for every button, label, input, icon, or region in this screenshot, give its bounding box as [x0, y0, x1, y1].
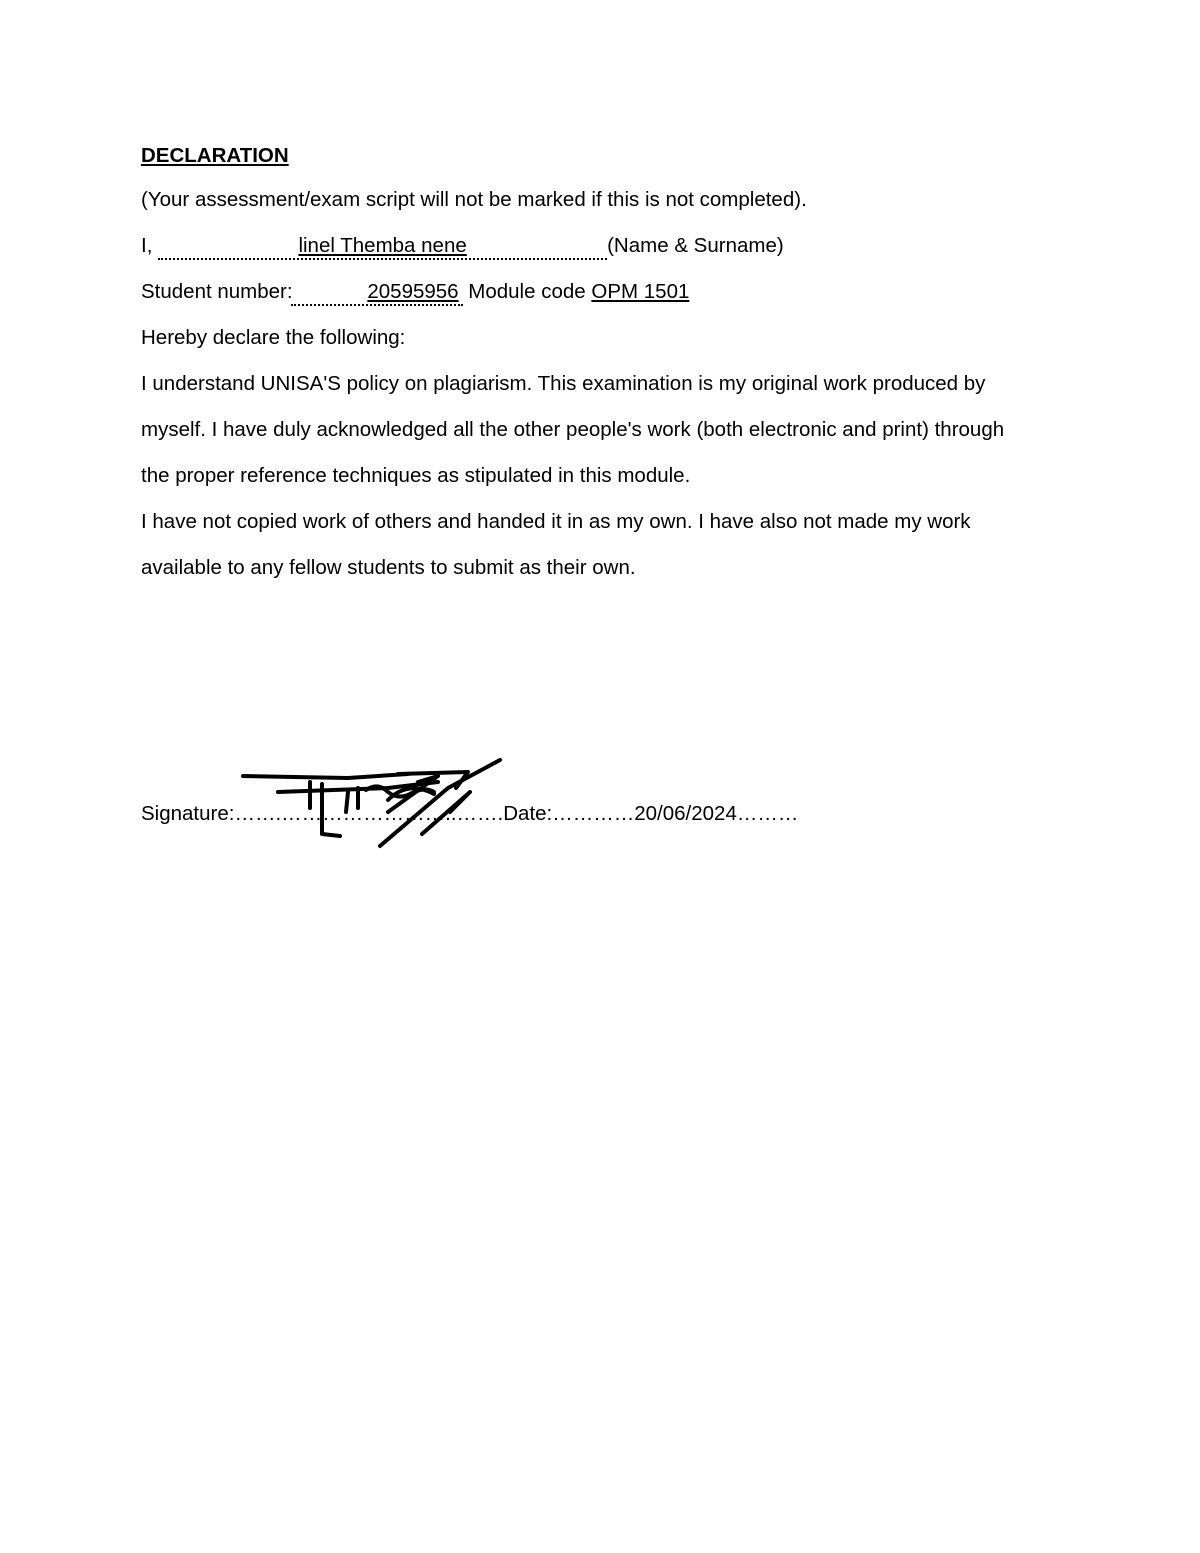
date-value: 20/06/2024: [634, 802, 737, 825]
date-label: Date:: [503, 802, 553, 825]
declaration-body: [141, 142, 1066, 598]
date-lead-dots: …………: [552, 802, 635, 825]
declaration-paragraph: I understand UNISA'S policy on plagiarism. This examination is my original work produced by: [141, 372, 986, 395]
student-number-label: Student number:: [141, 280, 293, 303]
declaration-paragraph: myself. I have duly acknowledged all the other people's work (both electronic and print) through: [141, 418, 1005, 441]
declaration-paragraph: the proper reference techniques as stipulated in this module.: [141, 464, 691, 487]
name-field: linel Themba nene: [158, 234, 607, 260]
name-line: [141, 230, 1066, 262]
name-suffix: (Name & Surname): [607, 234, 784, 257]
date-trail-dots: ………: [736, 802, 799, 825]
student-number-field: 20595956: [291, 280, 463, 306]
signature-label: Signature:: [141, 802, 235, 825]
module-code-field: OPM 1501: [591, 280, 690, 303]
student-line: [141, 276, 1066, 308]
name-prefix: I,: [141, 234, 153, 257]
declaration-paragraph: available to any fellow students to submit as their own.: [141, 556, 636, 579]
handwritten-signature-icon: [238, 752, 508, 852]
page-title: DECLARATION: [141, 144, 289, 167]
declaration-paragraph: I have not copied work of others and handed it in as my own. I have also not made my work: [141, 510, 971, 533]
notice-text: (Your assessment/exam script will not be marked if this is not completed).: [141, 188, 807, 211]
hereby-text: Hereby declare the following:: [141, 326, 406, 349]
signature-dots: …….……………………..…….: [234, 802, 504, 825]
module-code-label: Module code: [468, 280, 586, 303]
